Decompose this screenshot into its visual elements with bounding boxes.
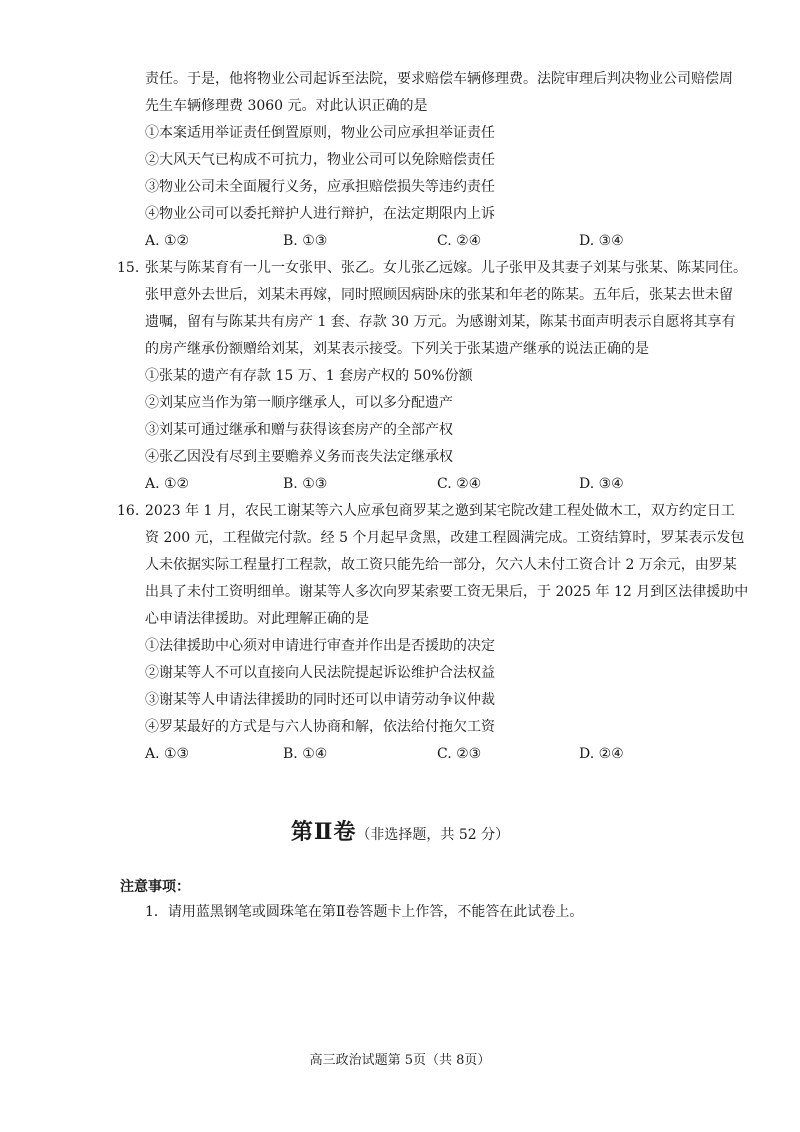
q16-number: 16. [117,503,140,519]
q16-text-line-1: 2023 年 1 月，农民工谢某等六人应承包商罗某之邀到某宅院改建工程处做木工，双方约定日工 [145,503,735,519]
q16-option-c: C. ②③ [437,746,482,762]
q15-statement-3: ③刘某可通过继承和赠与获得该套房产的全部产权 [145,422,453,438]
section-2-subtitle: （非选择题，共 52 分） [356,827,510,843]
q14-option-a: A. ①② [145,233,190,249]
q15-statement-4: ④张乙因没有尽到主要赡养义务而丧失法定继承权 [145,449,453,465]
q15-text-line-1: 张某与陈某育有一儿一女张甲、张乙。女儿张乙远嫁。儿子张甲及其妻子刘某与张某、陈某同住。 [145,260,747,276]
q16-text-line-5: 心申请法律援助。对此理解正确的是 [145,611,369,627]
q16-option-a: A. ①③ [145,746,190,762]
q15-option-c: C. ②④ [437,476,482,492]
q14-text-line-1: 责任。于是，他将物业公司起诉至法院，要求赔偿车辆修理费。法院审理后判决物业公司赔偿周 [145,71,733,87]
q14-options [145,232,745,250]
q16-statement-3: ③谢某等人申请法律援助的同时还可以申请劳动争议仲裁 [145,692,495,708]
q16-options [145,745,745,763]
q16-statement-1: ①法律援助中心须对申请进行审查并作出是否援助的决定 [145,638,495,654]
q15-text-line-3: 遗嘱，留有与陈某共有房产 1 套、存款 30 万元。为感谢刘某，陈某书面声明表示自愿将其享有 [145,314,736,330]
q16-text-line-4: 出具了未付工资明细单。谢某等人多次向罗某索要工资无果后，于 2025 年 12 月到区法律援助中 [145,584,749,600]
section-2-title: 第Ⅱ卷 [290,819,357,845]
q14-statement-2: ②大风天气已构成不可抗力，物业公司可以免除赔偿责任 [145,152,495,168]
q14-text-line-2: 先生车辆修理费 3060 元。对此认识正确的是 [145,98,428,114]
q14-statement-4: ④物业公司可以委托辩护人进行辩护，在法定期限内上诉 [145,206,495,222]
q15-options [145,475,745,493]
q15-option-a: A. ①② [145,476,190,492]
q14-statement-1: ①本案适用举证责任倒置原则，物业公司应承担举证责任 [145,125,495,141]
q15-option-d: D. ③④ [579,476,624,492]
q16-text-line-3: 人未依据实际工程量打工程款，故工资只能先给一部分，欠六人未付工资合计 2 万余元，由罗某 [145,557,737,573]
q14-option-d: D. ③④ [579,233,624,249]
q15-number: 15. [117,260,140,276]
q15-statement-2: ②刘某应当作为第一顺序继承人，可以多分配遗产 [145,395,453,411]
q16-statement-4: ④罗某最好的方式是与六人协商和解，依法给付拖欠工资 [145,719,495,735]
q15-text-line-2: 张甲意外去世后，刘某未再嫁，同时照顾因病卧床的张某和年老的陈某。五年后，张某去世未留 [145,287,733,303]
q16-option-d: D. ②④ [579,746,624,762]
page-footer: 高三政治试题第 5页（共 8页） [309,1053,491,1068]
notes-heading: 注意事项： [120,879,190,895]
notes-item-1: 1．请用蓝黑钢笔或圆珠笔在第Ⅱ卷答题卡上作答，不能答在此试卷上。 [145,904,584,920]
section-2-heading [0,818,800,849]
q16-statement-2: ②谢某等人不可以直接向人民法院提起诉讼维护合法权益 [145,665,495,681]
q15-option-b: B. ①③ [283,476,328,492]
q16-option-b: B. ①④ [283,746,328,762]
q14-option-c: C. ②④ [437,233,482,249]
q16-text-line-2: 资 200 元，工程做完付款。经 5 个月起早贪黑，改建工程圆满完成。工资结算时，罗某表示发包 [145,530,745,546]
q15-text-line-4: 的房产继承份额赠给刘某，刘某表示接受。下列关于张某遗产继承的说法正确的是 [145,341,649,357]
q15-statement-1: ①张某的遗产有存款 15 万、1 套房产权的 50%份额 [145,368,473,384]
q14-statement-3: ③物业公司未全面履行义务，应承担赔偿损失等违约责任 [145,179,495,195]
q14-option-b: B. ①③ [283,233,328,249]
